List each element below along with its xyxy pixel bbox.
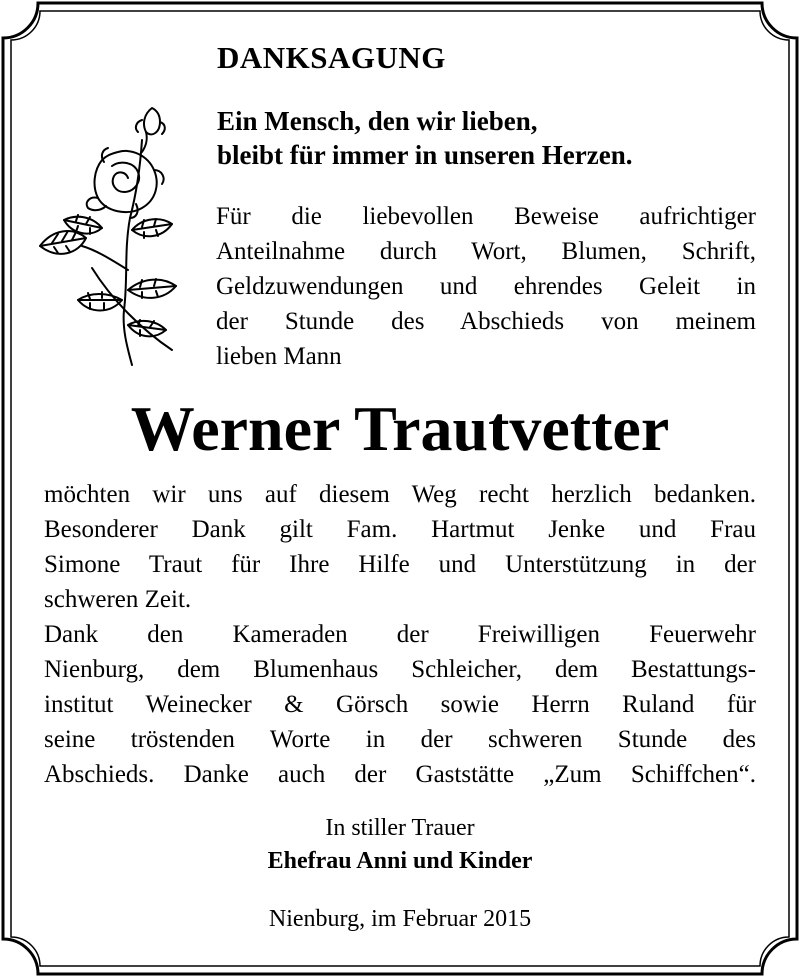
deceased-name: Werner Trautvetter [130, 393, 670, 464]
body-line-2: Besonderer Dank gilt Fam. Hartmut Jenke und Frau [44, 516, 756, 543]
intro-line-5: lieben Mann [216, 343, 342, 370]
motto-line-1: Ein Mensch, den wir lieben, [217, 106, 538, 136]
body-line-4: schweren Zeit. [44, 586, 192, 613]
body-line-5: Dank den Kameraden der Freiwilligen Feuerwehr [44, 621, 756, 648]
intro-line-1: Für die liebevollen Beweise aufrichtiger [216, 203, 756, 230]
intro-line-2: Anteilnahme durch Wort, Blumen, Schrift, [216, 238, 756, 265]
intro-line-3: Geldzuwendungen und ehrendes Geleit in [216, 273, 756, 300]
body-line-7: institut Weinecker & Görsch sowie Herrn Ruland für [44, 691, 756, 718]
body-line-3: Simone Traut für Ihre Hilfe und Unterstützung in der [44, 551, 756, 578]
rose-icon [32, 100, 202, 368]
page-title: DANKSAGUNG [217, 40, 446, 75]
signature: Ehefrau Anni und Kinder [267, 848, 533, 874]
body-line-6: Nienburg, dem Blumenhaus Schleicher, dem Bestattungs- [44, 656, 756, 683]
body-line-9: Abschieds. Danke auch der Gaststätte „Zum Schiffchen“. [44, 761, 756, 788]
body-line-8: seine tröstenden Worte in der schweren Stunde des [44, 726, 756, 753]
body-line-1: möchten wir uns auf diesem Weg recht herzlich bedanken. [44, 481, 756, 508]
place-date: Nienburg, im Februar 2015 [268, 906, 532, 932]
intro-line-4: der Stunde des Abschieds von meinem [216, 308, 756, 335]
closing-line: In stiller Trauer [325, 815, 475, 841]
motto-line-2: bleibt für immer in unseren Herzen. [217, 140, 633, 170]
